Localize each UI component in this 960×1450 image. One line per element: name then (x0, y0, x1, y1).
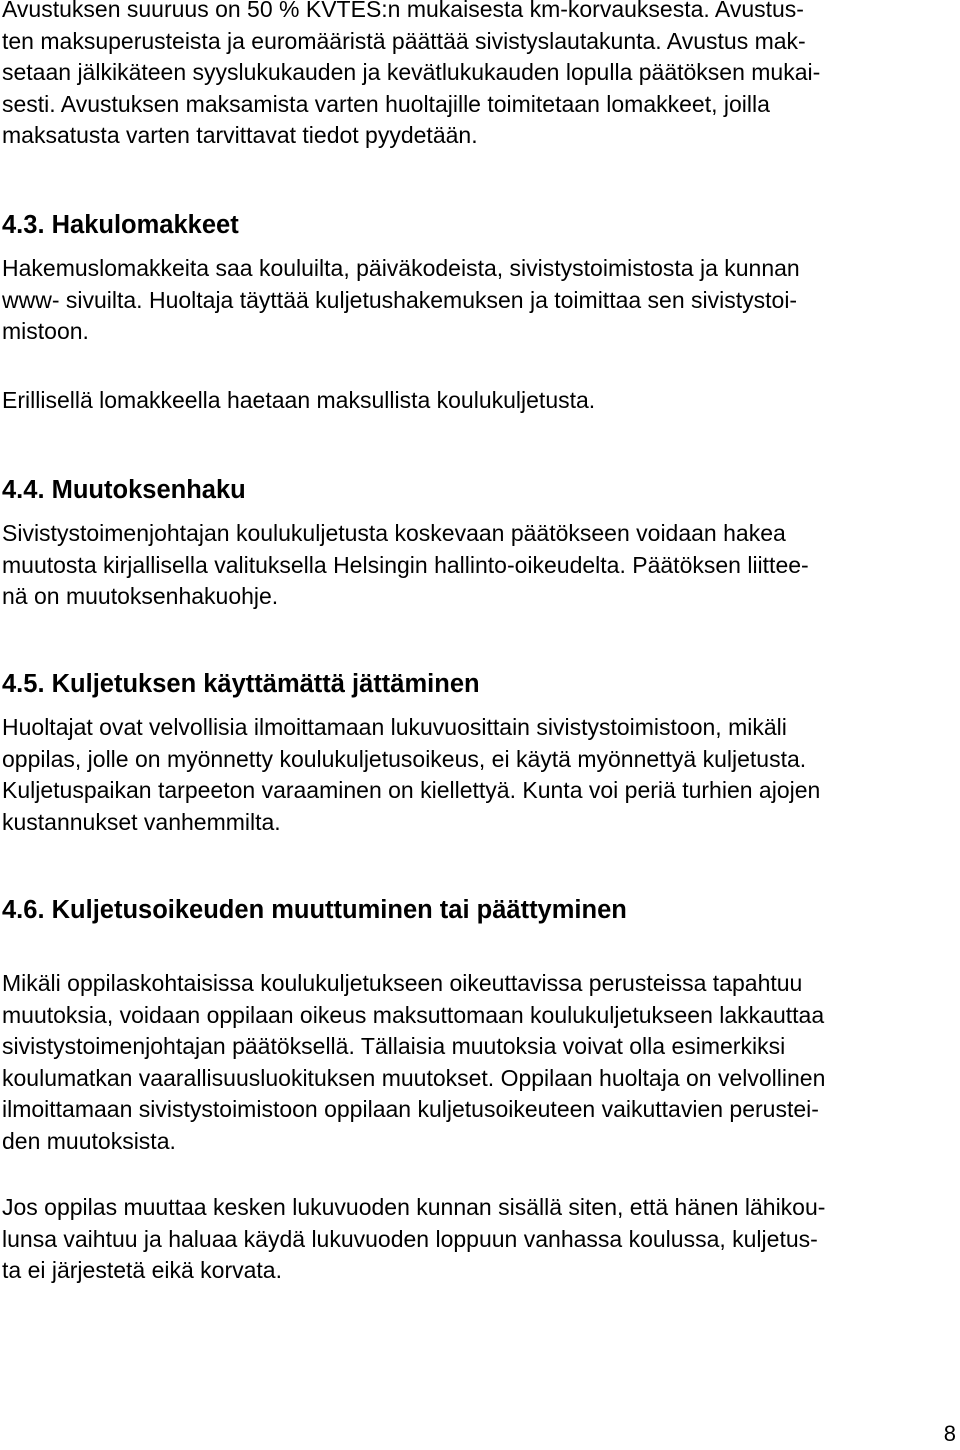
text-line: lunsa vaihtuu ja haluaa käydä lukuvuoden loppuun vanhassa koulussa, kuljetus- (2, 1225, 818, 1252)
text-line: den muutoksista. (2, 1127, 176, 1154)
text-line: Erillisellä lomakkeella haetaan maksullista koulukuljetusta. (2, 387, 596, 413)
section-4-6-paragraph-1 (2, 968, 957, 1157)
section-heading: 4.5. Kuljetuksen käyttämättä jättäminen (2, 670, 480, 698)
page-number: 8 (943, 1421, 956, 1446)
section-heading: 4.4. Muutoksenhaku (2, 476, 246, 504)
text-line: Avustuksen suuruus on 50 % KVTES:n mukaisesta km-korvauksesta. Avustus- (2, 0, 804, 22)
text-line: Kuljetuspaikan tarpeeton varaaminen on kiellettyä. Kunta voi periä turhien ajojen (2, 777, 821, 803)
text-line: Jos oppilas muuttaa kesken lukuvuoden kunnan sisällä siten, että hänen lähikou- (2, 1194, 826, 1220)
text-line: sivistystoimenjohtajan päätöksellä. Tällaisia muutoksia voivat olla esimerkiksi (2, 1033, 786, 1059)
text-line: setaan jälkikäteen syyslukukauden ja kevätlukukauden lopulla päätöksen mukai- (2, 59, 821, 85)
section-heading-4-3 (2, 210, 957, 242)
text-line: Sivistystoimenjohtajan koulukuljetusta koskevaan päätökseen voidaan hakea (2, 520, 786, 546)
section-heading-4-5 (2, 669, 957, 701)
text-line: ten maksuperusteista ja euromääristä päättää sivistyslautakunta. Avustus mak- (2, 27, 806, 54)
section-heading-4-6 (2, 895, 957, 927)
section-4-3-paragraph-2 (2, 385, 957, 417)
text-line: www- sivuilta. Huoltaja täyttää kuljetushakemuksen ja toimittaa sen sivistystoi- (2, 286, 798, 313)
text-line: koulumatkan vaarallisuusluokituksen muutokset. Oppilaan huoltaja on velvollinen (2, 1064, 826, 1091)
section-heading-4-4 (2, 475, 957, 507)
section-4-3-paragraph-1 (2, 253, 957, 348)
text-line: ta ei järjestetä eikä korvata. (2, 1257, 282, 1283)
text-line: Hakemuslomakkeita saa kouluilta, päiväkodeista, sivistystoimistosta ja kunnan (2, 255, 800, 281)
section-4-4-paragraph-1 (2, 518, 957, 613)
section-4-6-paragraph-2 (2, 1192, 957, 1287)
text-line: muutoksia, voidaan oppilaan oikeus maksuttomaan koulukuljetukseen lakkauttaa (2, 1001, 825, 1028)
text-line: sesti. Avustuksen maksamista varten huoltajille toimitetaan lomakkeet, joilla (2, 90, 770, 117)
section-4-5-paragraph-1 (2, 712, 957, 838)
text-line: kustannukset vanhemmilta. (2, 808, 281, 835)
text-line: nä on muutoksenhakuohje. (2, 583, 279, 609)
text-line: Huoltajat ovat velvollisia ilmoittamaan lukuvuosittain sivistystoimistoon, mikäli (2, 714, 787, 740)
text-line: mistoon. (2, 318, 89, 344)
section-heading: 4.6. Kuljetusoikeuden muuttuminen tai päättyminen (2, 896, 627, 924)
section-heading: 4.3. Hakulomakkeet (2, 211, 239, 239)
text-line: Mikäli oppilaskohtaisissa koulukuljetukseen oikeuttavissa perusteissa tapahtuu (2, 970, 803, 996)
intro-paragraph (2, 0, 957, 152)
text-line: oppilas, jolle on myönnetty koulukuljetusoikeus, ei käytä myönnettyä kuljetusta. (2, 745, 807, 772)
text-line: muutosta kirjallisella valituksella Helsingin hallinto-oikeudelta. Päätöksen liittee- (2, 551, 809, 578)
text-line: maksatusta varten tarvittavat tiedot pyydetään. (2, 122, 478, 148)
text-line: ilmoittamaan sivistystoimistoon oppilaan kuljetusoikeuteen vaikuttavien perustei- (2, 1096, 819, 1122)
